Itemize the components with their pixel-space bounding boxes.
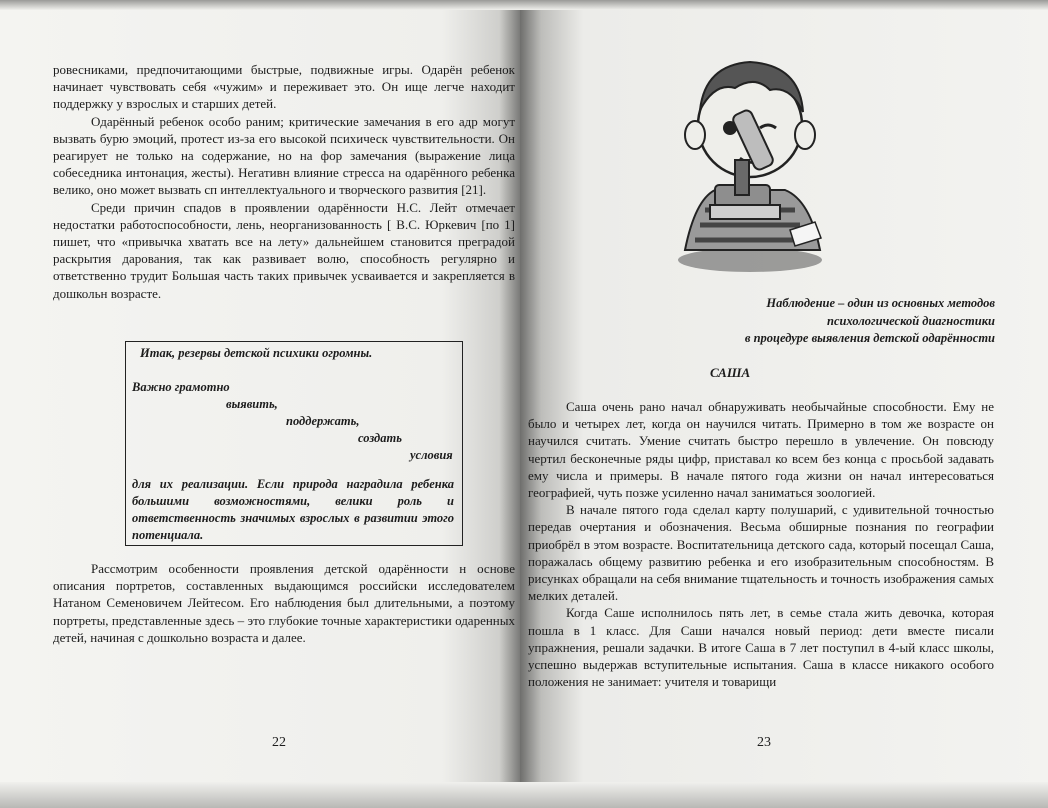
paragraph: Среди причин спадов в проявлении одарённости Н.С. Лейт отмечает недостатки работоспособности, лень, неорганизованность [ В.С. Юркевич [по 1] пишет, что «привычка хватать все на лету» дальнейшем становится преградой раскрытия дарования, так как развивает волю, способность регулярно и ответственно трудит Большая часть таких привычек усваивается и закрепляется в дошкольн возрасте. bbox=[53, 199, 515, 301]
paragraph: Когда Саше исполнилось пять лет, в семье стала жить девочка, которая пошла в 1 класс. Для Саши начался новый период: дети вместе писали упражнения, решали задачки. В итоге Саша в 7 лет поступил в 4-ый класс школы, успешно выдержав вступительные испытания. Саша в классе никакого особого положения не занимает: учителя и товарищи bbox=[528, 605, 994, 690]
callout-line: создать bbox=[358, 431, 402, 445]
left-top-text bbox=[53, 61, 515, 302]
heading-line: Наблюдение – один из основных методов bbox=[766, 296, 995, 310]
heading-line: психологической диагностики bbox=[827, 313, 995, 328]
paragraph: ровесниками, предпочитающими быстрые, подвижные игры. Одарён ребенок начинает чувствовать себя «чужим» и переживает это. Он ище легче находит поддержку у взрослых и старших детей. bbox=[53, 62, 515, 112]
page-edge-bottom bbox=[0, 782, 520, 808]
page-edge-top bbox=[520, 0, 1048, 10]
callout-line: выявить, bbox=[226, 397, 278, 411]
section-heading bbox=[670, 295, 995, 348]
page-edge-top bbox=[0, 0, 520, 10]
callout-line: для их реализации. Если природа наградила ребенка большими возможностями, велики роль и ответственность значимых взрослых в развитии этого потенциала. bbox=[132, 477, 454, 542]
right-page bbox=[520, 0, 1048, 808]
page-number: 23 bbox=[757, 735, 771, 750]
callout-line: Итак, резервы детской психики огромны. bbox=[140, 346, 373, 360]
callout-line: Важно грамотно bbox=[132, 380, 230, 394]
right-body-text bbox=[528, 398, 994, 690]
paragraph: Саша очень рано начал обнаруживать необычайные способности. Ему не было и четырех лет, когда он научился читать. Примерно в том же возрасте он научился считать. Умение считать быстро перешло в увлечение. Он повсюду чертил бесконечные ряды цифр, приставал ко всем без конца с просьбой задавать ему числа и примеры. В начале пятого года жизни он начал интересоваться географией, чуть позже усиленно начал заниматься зоологией. bbox=[528, 399, 994, 501]
callout-box bbox=[125, 341, 463, 546]
paragraph: Рассмотрим особенности проявления детской одарённости н основе описания портретов, составленных выдающимся российски исследователем Натаном Семеновичем Лейтесом. Его наблюдения был длительными, а поэтому портреты, представленные здесь – это глубокие точные характеристики одаренных детей, начиная с дошкольно возраста и далее. bbox=[53, 561, 515, 645]
page-edge-bottom bbox=[520, 782, 1048, 808]
paragraph: Одарённый ребенок особо раним; критические замечания в его адр могут вызвать бурю эмоций, протест из-за его высокой психическ чувствительности. Он реагирует не только на содержание, но на фор замечания (выражение лица собеседника интонация, жесты). Негативн влияние стресса на одарённого ребенка велико, оно может вызвать сп интеллектуального и творческого развития [21]. bbox=[53, 113, 515, 198]
paragraph: В начале пятого года сделал карту полушарий, с удивительной точностью передав очертания и обозначения. Весьма обширные познания по географии приобрёл в этом возрасте. Воспитательница детского сада, который посещал Саша, поражалась общему развитию ребенка и его изобразительным способностям. В рисунках обращали на себя внимание тщательность и точность изображения самых мелких деталей. bbox=[528, 502, 994, 604]
callout-line: условия bbox=[410, 448, 453, 462]
page-number: 22 bbox=[272, 735, 286, 750]
left-page bbox=[0, 0, 520, 808]
heading-line: в процедуре выявления детской одарённости bbox=[744, 331, 995, 345]
story-title: САША bbox=[710, 365, 751, 380]
callout-line: поддержать, bbox=[286, 414, 360, 428]
left-bottom-text bbox=[53, 560, 515, 646]
boy-with-microscope-icon bbox=[675, 50, 825, 275]
